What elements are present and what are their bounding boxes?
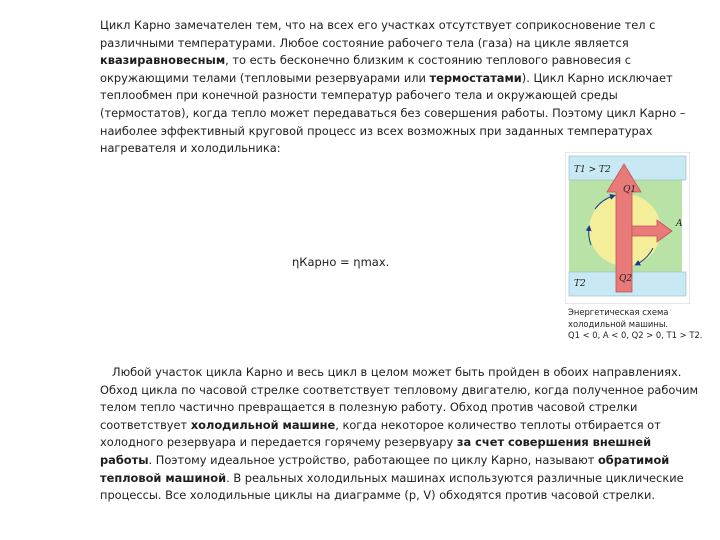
text-segment: . Поэтому идеальное устройство, работающее по циклу Карно, называют [148, 452, 598, 467]
term-reversible-engine: обратимой тепловой машиной [100, 452, 670, 485]
efficiency-formula: ηКарно = ηmax. [292, 255, 390, 269]
paragraph-carnot-intro [100, 17, 690, 158]
q2-label: Q2 [619, 274, 633, 284]
term-external-work: за счет совершения внешней работы [100, 435, 652, 467]
caption-line: Энергетическая схема [568, 307, 669, 317]
term-thermostats: термостатами [429, 70, 522, 85]
text-segment: . В реальных холодильных машинах используются различные циклические процессы. Все холодильные циклы на диаграмме (p, V) обходятся против часовой стрелки. [100, 470, 684, 503]
refrigerator-energy-diagram [565, 152, 690, 304]
work-label: A [676, 219, 683, 229]
text-segment: ). Цикл Карно исключает теплообмен при конечной разности температур рабочего тела и окружающей среды (термостатов), когда тепло может передаваться без совершения работы. Поэтому цикл Карно – наиболее эффективный круговой процесс из всех возможных при заданных температурах нагревателя и холодильника: [100, 70, 686, 156]
text-segment: , то есть бесконечно близким к состоянию теплового равновесия с окружающими телами (тепловыми резервуарами или [100, 53, 632, 85]
text-segment: Любой участок цикла Карно и весь цикл в целом может быть пройден в обоих направлениях. Обход цикла по часовой стрелке соответствует тепловому двигателю, когда полученное рабочим телом тепло частично превращается в полезную работу. Обход против часовой стрелки соответствует [100, 365, 699, 432]
caption-line: Q1 < 0, A < 0, Q2 > 0, T1 > T2. [568, 330, 703, 340]
diagram-caption [568, 307, 708, 342]
text-segment: , когда некоторое количество теплоты отбирается от холодного резервуара и передается горячему резервуару [100, 417, 661, 450]
cold-temp-label: T2 [574, 279, 586, 289]
caption-line: холодильной машины. [568, 318, 669, 329]
paragraph-cycle-direction [100, 364, 700, 505]
hot-temp-label: T1 > T2 [574, 165, 611, 175]
term-quasi-equilibrium: квазиравновесным [100, 53, 226, 68]
text-segment: Цикл Карно замечателен тем, что на всех его участках отсутствует соприкосновение тел с различными температурами. Любое состояние рабочего тела (газа) на цикле является [100, 18, 656, 50]
q1-label: Q1 [623, 185, 637, 195]
term-refrigerator: холодильной машине [190, 417, 336, 432]
